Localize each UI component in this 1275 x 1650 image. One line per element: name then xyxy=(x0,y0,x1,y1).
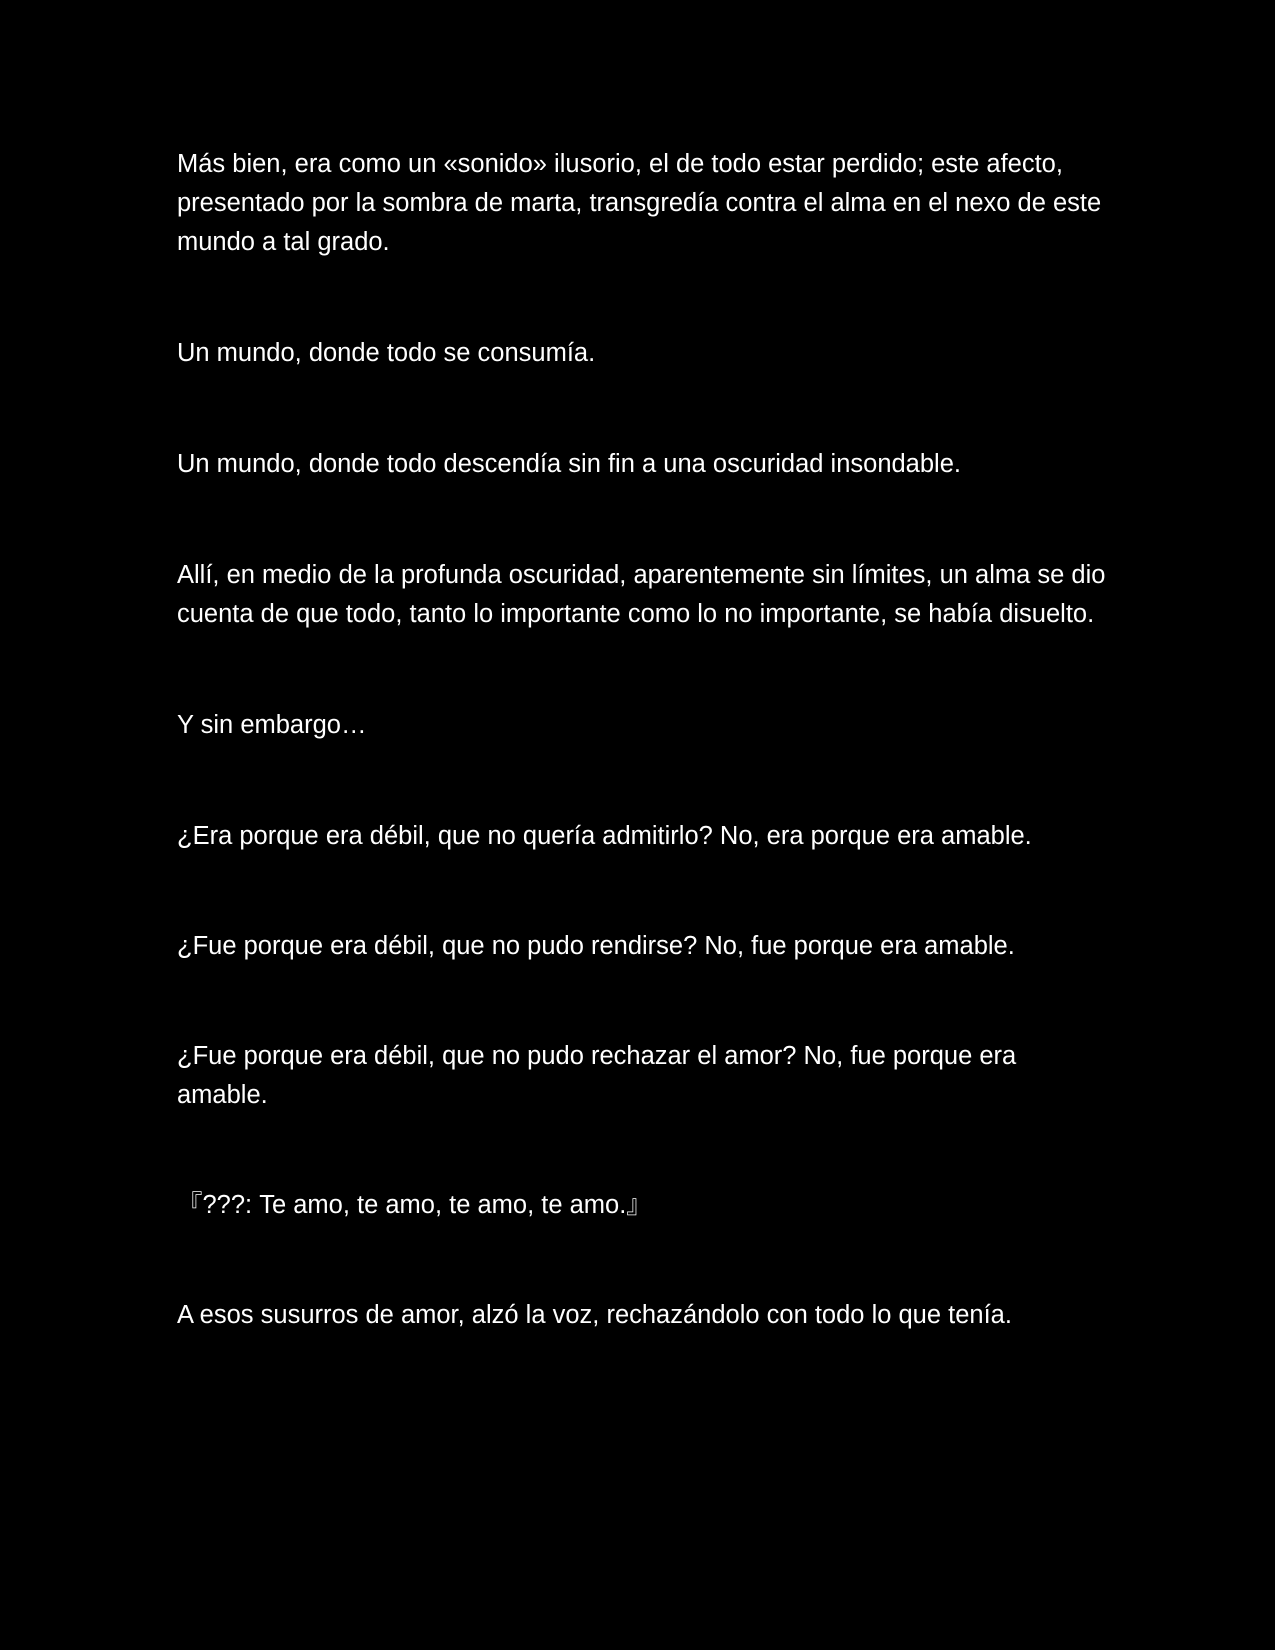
text-column xyxy=(177,145,1112,1335)
paragraph-4: Allí, en medio de la profunda oscuridad, aparentemente sin límites, un alma se dio cuenta de que todo, tanto lo importante como lo no importante, se había disuelto. xyxy=(177,561,1106,628)
paragraph-6: ¿Era porque era débil, que no quería admitirlo? No, era porque era amable. xyxy=(177,822,1032,850)
paragraph-3: Un mundo, donde todo descendía sin fin a una oscuridad insondable. xyxy=(177,450,961,478)
paragraph-9-quote: 『???: Te amo, te amo, te amo, te amo.』 xyxy=(177,1191,652,1219)
paragraph-5: Y sin embargo… xyxy=(177,711,367,739)
paragraph-8: ¿Fue porque era débil, que no pudo rechazar el amor? No, fue porque era amable. xyxy=(177,1042,1017,1109)
paragraph-1: Más bien, era como un «sonido» ilusorio, el de todo estar perdido; este afecto, presentado por la sombra de marta, transgredía contra el alma en el nexo de este mundo a tal grado. xyxy=(177,150,1102,256)
paragraph-10: A esos susurros de amor, alzó la voz, rechazándolo con todo lo que tenía. xyxy=(177,1301,1012,1329)
paragraph-7: ¿Fue porque era débil, que no pudo rendirse? No, fue porque era amable. xyxy=(177,932,1015,960)
paragraph-2: Un mundo, donde todo se consumía. xyxy=(177,339,596,367)
